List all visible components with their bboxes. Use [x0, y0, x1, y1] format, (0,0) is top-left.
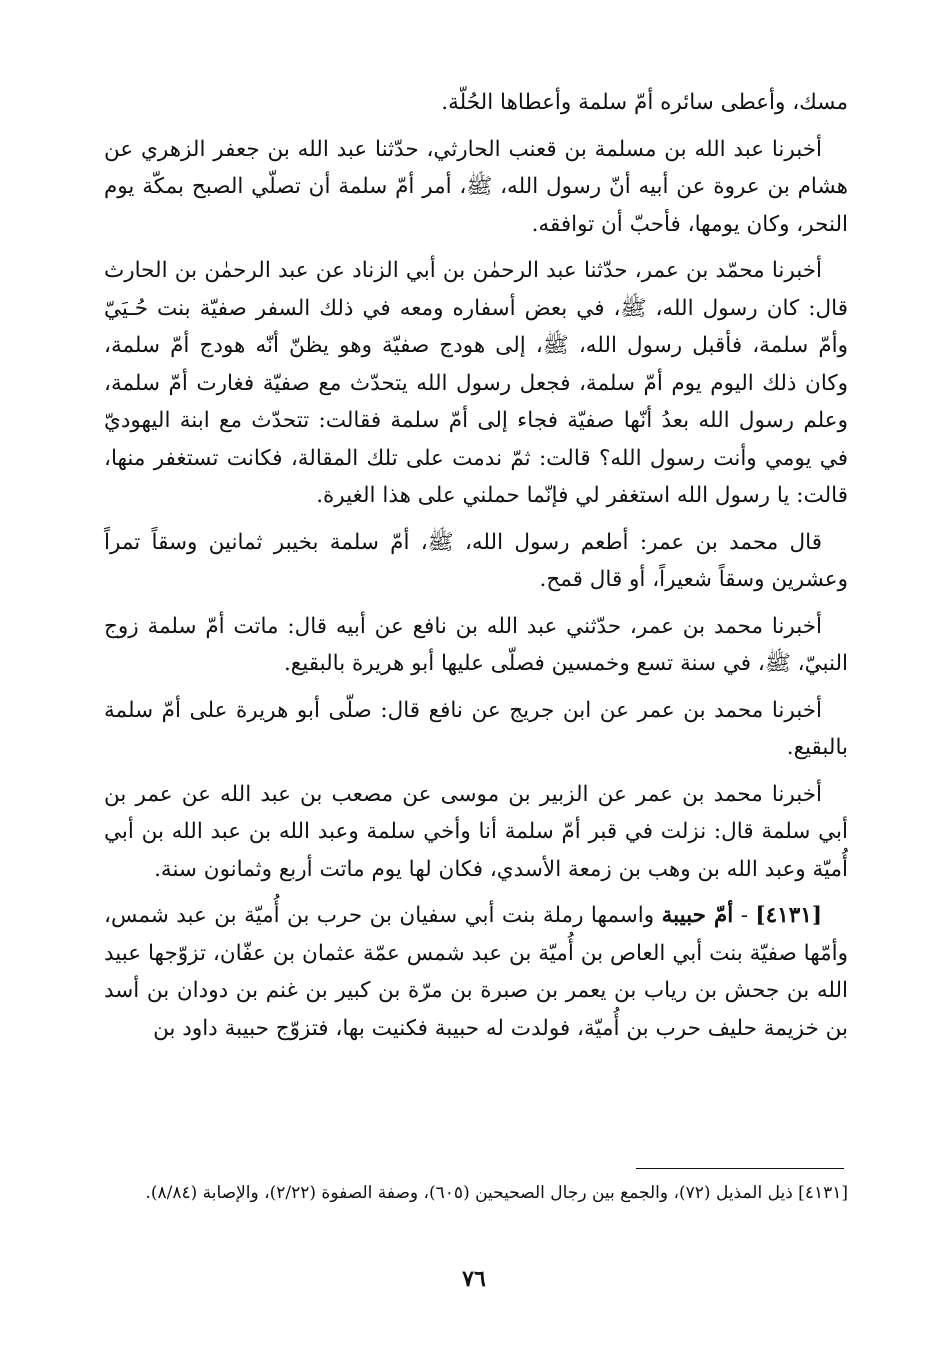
paragraph-7: أخبرنا محمد بن عمر عن الزبير بن موسى عن مصعب بن عبد الله عن عمر بن أبي سلمة قال: نزلت في قبر أمّ سلمة أنا وأخي سلمة وعبد الله بن عبد الله بن أبي أُميّة وعبد الله بن وهب بن زمعة الأسدي، فكان لها يوم ماتت أربع وثمانون سنة. — [104, 781, 848, 882]
footnote: [٤١٣١] ذيل المذيل (٧٢)، والجمع بين رجال الصحيحين (٦٠٥)، وصفة الصفوة (٢/٢٢)، والإصابة (٨/٨٤). — [145, 1183, 848, 1203]
entry-name: أمّ حبيبة — [661, 903, 734, 928]
page-number: ٧٦ — [462, 1266, 486, 1292]
paragraph-5: أخبرنا محمد بن عمر، حدّثني عبد الله بن نافع عن أبيه قال: ماتت أمّ سلمة زوج النبيّ، ﷺ، في سنة تسع وخمسين فصلّى عليها أبو هريرة بالبقيع. — [104, 613, 848, 676]
main-text — [104, 84, 848, 1056]
paragraph-6: أخبرنا محمد بن عمر عن ابن جريج عن نافع قال: صلّى أبو هريرة على أمّ سلمة بالبقيع. — [104, 697, 848, 760]
entry-text: واسمها رملة بنت أبي سفيان بن حرب بن أُميّة بن عبد شمس، وأمّها صفيّة بنت أبي العاص بن أُميّة بن عبد شمس عمّة عثمان بن عفّان، تزوّجها عبيد الله بن جحش بن رياب بن يعمر بن صبرة بن مرّة بن كبير بن غنم بن دودان بن أسد بن خزيمة حليف حرب بن أُميّة، فولدت له حبيبة فكنيت بها، فتزوّج حبيبة داود بن — [104, 903, 848, 1041]
entry-dash: - — [733, 903, 756, 928]
paragraph-2: أخبرنا عبد الله بن مسلمة بن قعنب الحارثي، حدّثنا عبد الله بن جعفر الزهري عن هشام بن عروة عن أبيه أنّ رسول الله، ﷺ، أمر أمّ سلمة أن تصلّي الصبح بمكّة يوم النحر، وكان يومها، فأحبّ أن توافقه. — [104, 136, 848, 237]
paragraph-1: مسك، وأعطى سائره أمّ سلمة وأعطاها الحُلّة. — [441, 90, 848, 115]
paragraph-3: أخبرنا محمّد بن عمر، حدّثنا عبد الرحمٰن بن أبي الزناد عن عبد الرحمٰن بن الحارث قال: كان رسول الله، ﷺ، في بعض أسفاره ومعه في ذلك السفر صفيّة بنت حُـيَيّ وأمّ سلمة، فأقبل رسول الله، ﷺ، إلى هودج صفيّة وهو يظنّ أنّه هودج أمّ سلمة، وكان ذلك اليوم يوم أمّ سلمة، فجعل رسول الله يتحدّث مع صفيّة فغارت أمّ سلمة، وعلم رسول الله بعدُ أنّها صفيّة فجاء إلى أمّ سلمة فقالت: تتحدّث مع ابنة اليهوديّ في يومي وأنت رسول الله؟ قالت: ثمّ ندمت على تلك المقالة، فكانت تستغفر منها، قالت: يا رسول الله استغفر لي فإنّما حملني على هذا الغيرة. — [104, 258, 848, 508]
entry-number: [٤١٣١] — [755, 903, 822, 928]
footnote-divider — [636, 1168, 844, 1169]
entry-paragraph — [104, 897, 848, 1047]
paragraph-4: قال محمد بن عمر: أطعم رسول الله، ﷺ، أمّ سلمة بخيبر ثمانين وسقاً تمراً وعشرين وسقاً شعيراً، أو قال قمح. — [104, 529, 848, 592]
